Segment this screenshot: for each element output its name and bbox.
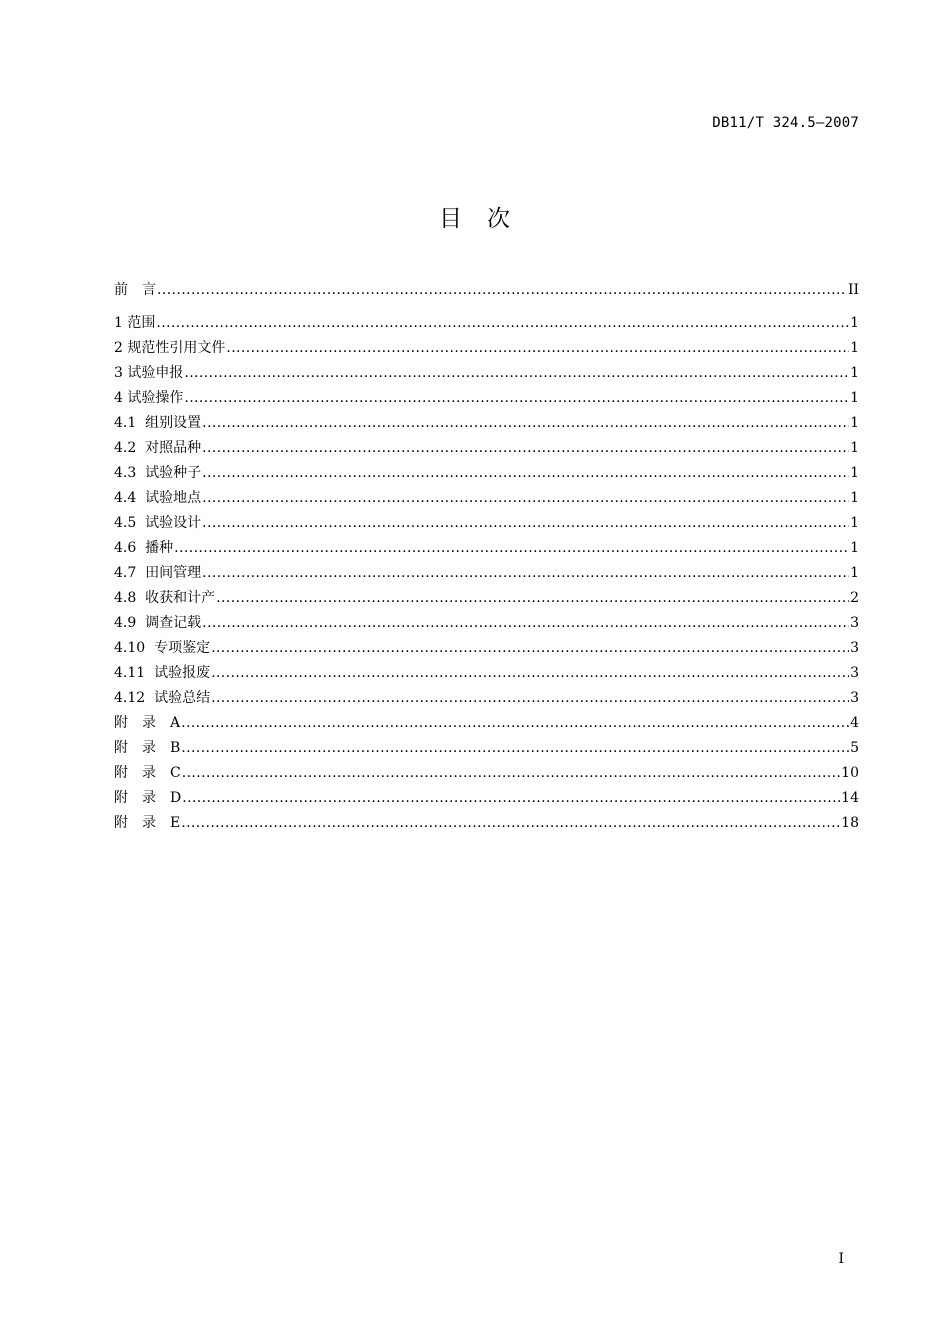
toc-entry-page: 1 [850,315,859,331]
toc-leader-dots [202,464,849,482]
toc-entry-4-3[interactable] [114,464,859,489]
toc-entry-page: 3 [850,665,859,681]
toc-entry-3[interactable] [114,364,859,389]
toc-entry-label: 4.6 播种 [114,540,174,556]
toc-entry-label: 4.1 组别设置 [114,415,202,431]
toc-leader-dots [216,589,849,607]
page-number: I [838,1251,844,1267]
toc-entry-appendix-d[interactable] [114,789,859,814]
toc-leader-dots [211,689,849,707]
toc-entry-label: 附 录 A [114,715,181,731]
toc-entry-label: 4.12 试验总结 [114,690,211,706]
toc-entry-label: 附 录 C [114,765,181,781]
toc-leader-dots [157,281,847,299]
toc-entry-page: 1 [850,540,859,556]
toc-entry-page: 3 [850,640,859,656]
toc-entry-1[interactable] [114,314,859,339]
toc-leader-dots [174,539,849,557]
toc-entry-page: 1 [850,565,859,581]
toc-entry-preface[interactable] [114,281,859,314]
toc-entry-4-12[interactable] [114,689,859,714]
table-of-contents [114,281,859,839]
toc-entry-page: 5 [850,740,859,756]
toc-entry-page: 1 [850,440,859,456]
toc-leader-dots [202,414,849,432]
toc-leader-dots [181,814,840,832]
toc-leader-dots [182,789,840,807]
toc-entry-page: 1 [850,415,859,431]
toc-entry-label: 附 录 B [114,740,181,756]
toc-leader-dots [184,389,849,407]
toc-leader-dots [181,714,849,732]
toc-entry-4[interactable] [114,389,859,414]
toc-entry-label: 附 录 E [114,815,181,831]
toc-entry-4-1[interactable] [114,414,859,439]
toc-entry-appendix-e[interactable] [114,814,859,839]
toc-leader-dots [181,739,849,757]
toc-entry-4-8[interactable] [114,589,859,614]
toc-entry-page: 1 [850,515,859,531]
toc-entry-4-5[interactable] [114,514,859,539]
toc-entry-page: II [847,282,859,298]
toc-entry-4-2[interactable] [114,439,859,464]
toc-entry-page: 1 [850,390,859,406]
toc-entry-4-7[interactable] [114,564,859,589]
toc-entry-label: 4.3 试验种子 [114,465,202,481]
toc-entry-label: 4.4 试验地点 [114,490,202,506]
toc-leader-dots [211,664,849,682]
toc-leader-dots [202,614,849,632]
toc-entry-label: 4.7 田间管理 [114,565,202,581]
toc-leader-dots [156,314,849,332]
toc-entry-appendix-b[interactable] [114,739,859,764]
toc-entry-label: 4 试验操作 [114,390,184,406]
toc-entry-label: 4.5 试验设计 [114,515,202,531]
toc-entry-2[interactable] [114,339,859,364]
toc-leader-dots [202,489,849,507]
toc-entry-page: 1 [850,340,859,356]
toc-entry-page: 3 [850,690,859,706]
toc-leader-dots [226,339,849,357]
toc-entry-label: 2 规范性引用文件 [114,340,226,356]
toc-entry-page: 1 [850,465,859,481]
toc-entry-label: 4.11 试验报废 [114,665,211,681]
toc-leader-dots [211,639,849,657]
toc-entry-page: 1 [850,490,859,506]
toc-entry-4-6[interactable] [114,539,859,564]
toc-entry-label: 1 范围 [114,315,156,331]
toc-entry-label: 3 试验申报 [114,365,184,381]
toc-entry-page: 10 [841,765,859,781]
toc-entry-appendix-c[interactable] [114,764,859,789]
toc-entry-label: 4.8 收获和计产 [114,590,216,606]
toc-entry-page: 2 [850,590,859,606]
toc-leader-dots [182,764,840,782]
toc-entry-page: 4 [850,715,859,731]
toc-entry-page: 3 [850,615,859,631]
toc-entry-label: 4.10 专项鉴定 [114,640,211,656]
toc-entry-4-11[interactable] [114,664,859,689]
toc-entry-4-10[interactable] [114,639,859,664]
toc-leader-dots [202,514,849,532]
standard-code: DB11/T 324.5—2007 [712,115,859,131]
toc-leader-dots [202,564,849,582]
toc-entry-4-4[interactable] [114,489,859,514]
toc-entry-page: 14 [841,790,859,806]
toc-entry-4-9[interactable] [114,614,859,639]
toc-leader-dots [202,439,849,457]
toc-entry-label: 4.2 对照品种 [114,440,202,456]
toc-entry-page: 1 [850,365,859,381]
toc-entry-appendix-a[interactable] [114,714,859,739]
toc-leader-dots [184,364,849,382]
toc-entry-label: 前 言 [114,282,156,298]
toc-entry-label: 4.9 调查记载 [114,615,202,631]
toc-title: 目 次 [439,206,511,232]
toc-entry-page: 18 [841,815,859,831]
toc-entry-label: 附 录 D [114,790,182,806]
